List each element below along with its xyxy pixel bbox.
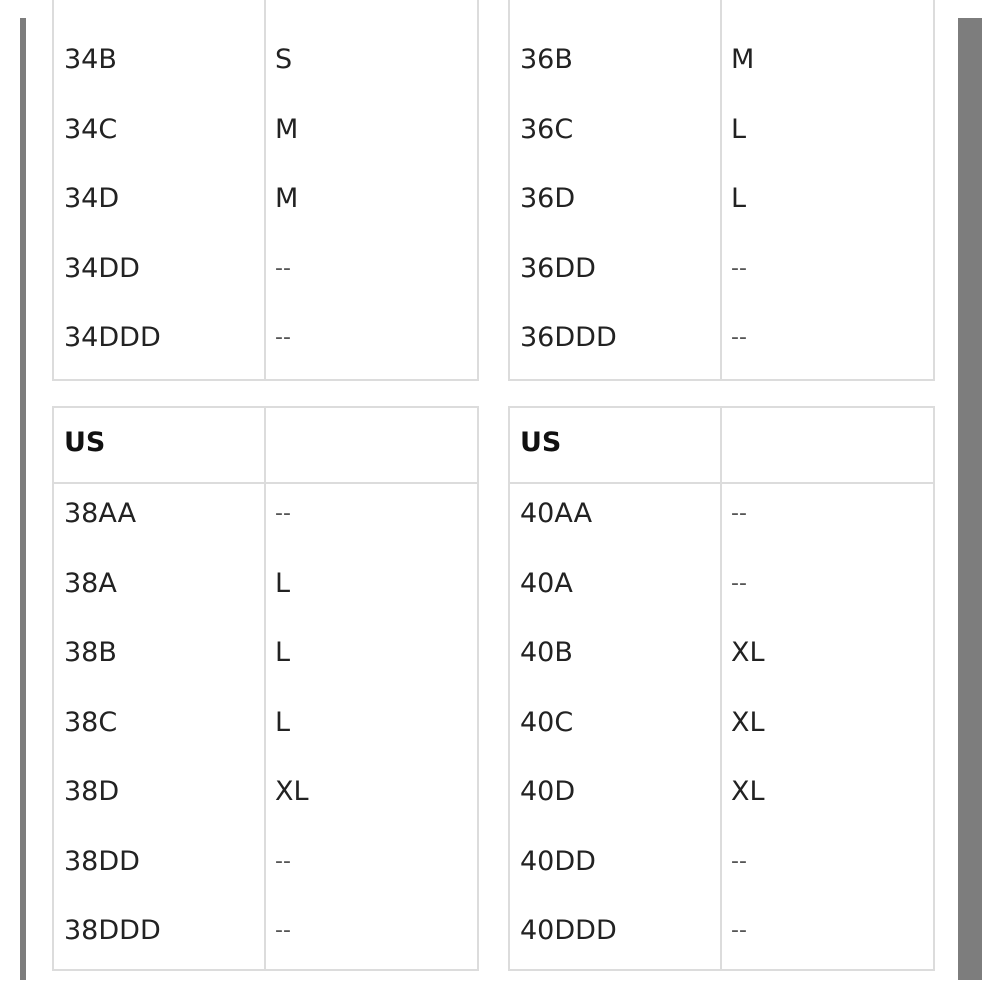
letter-size-cell: -- xyxy=(731,570,747,596)
us-size-cell: 36D xyxy=(520,183,576,214)
letter-size-cell: M xyxy=(275,183,299,214)
letter-size-cell: S xyxy=(275,44,293,75)
letter-size-cell: -- xyxy=(275,501,291,526)
letter-size-cell: M xyxy=(731,44,755,75)
letter-size-cell: -- xyxy=(731,325,747,350)
size-table-4 xyxy=(508,406,935,971)
us-size-cell: 40D xyxy=(520,776,576,807)
letter-size-cell: -- xyxy=(731,501,747,526)
column-divider xyxy=(720,0,722,379)
letter-size-cell: XL xyxy=(731,776,765,807)
us-size-cell: 34B xyxy=(64,44,117,75)
us-size-cell: 38DDD xyxy=(64,915,161,946)
us-size-cell: 36DD xyxy=(520,252,596,284)
us-size-cell: 40AA xyxy=(520,498,593,529)
us-size-cell: 38A xyxy=(64,567,117,599)
letter-size-cell: L xyxy=(731,183,747,214)
letter-size-cell: L xyxy=(275,706,291,738)
letter-size-cell: -- xyxy=(731,255,747,281)
size-table-2 xyxy=(508,0,935,381)
us-size-cell: 38DD xyxy=(64,845,140,877)
letter-size-cell: XL xyxy=(275,776,309,807)
us-size-cell: 34DD xyxy=(64,252,140,284)
header-divider xyxy=(510,482,933,484)
letter-size-cell: -- xyxy=(275,848,291,874)
letter-size-cell: L xyxy=(275,567,291,599)
us-size-cell: 38D xyxy=(64,776,120,807)
us-size-cell: 34C xyxy=(64,113,118,145)
size-table-3 xyxy=(52,406,479,971)
letter-size-cell: -- xyxy=(731,918,747,943)
header-divider xyxy=(54,482,477,484)
header-us: US xyxy=(64,427,106,458)
letter-size-cell: M xyxy=(275,113,299,145)
us-size-cell: 36DDD xyxy=(520,322,617,353)
scrollbar[interactable] xyxy=(958,18,982,980)
us-size-cell: 38AA xyxy=(64,498,137,529)
us-size-cell: 36C xyxy=(520,113,574,145)
us-size-cell: 38B xyxy=(64,637,117,668)
us-size-cell: 40DDD xyxy=(520,915,617,946)
us-size-cell: 40A xyxy=(520,567,573,599)
letter-size-cell: -- xyxy=(275,255,291,281)
letter-size-cell: L xyxy=(731,113,747,145)
column-divider xyxy=(264,408,266,969)
us-size-cell: 40B xyxy=(520,637,573,668)
letter-size-cell: -- xyxy=(275,918,291,943)
letter-size-cell: -- xyxy=(731,848,747,874)
column-divider xyxy=(720,408,722,969)
letter-size-cell: XL xyxy=(731,637,765,668)
us-size-cell: 38C xyxy=(64,706,118,738)
left-border-rule xyxy=(20,18,26,980)
letter-size-cell: XL xyxy=(731,706,765,738)
letter-size-cell: L xyxy=(275,637,291,668)
us-size-cell: 40C xyxy=(520,706,574,738)
letter-size-cell: -- xyxy=(275,325,291,350)
header-us: US xyxy=(520,427,562,458)
size-table-1 xyxy=(52,0,479,381)
us-size-cell: 34DDD xyxy=(64,322,161,353)
column-divider xyxy=(264,0,266,379)
us-size-cell: 36B xyxy=(520,44,573,75)
us-size-cell: 34D xyxy=(64,183,120,214)
us-size-cell: 40DD xyxy=(520,845,596,877)
